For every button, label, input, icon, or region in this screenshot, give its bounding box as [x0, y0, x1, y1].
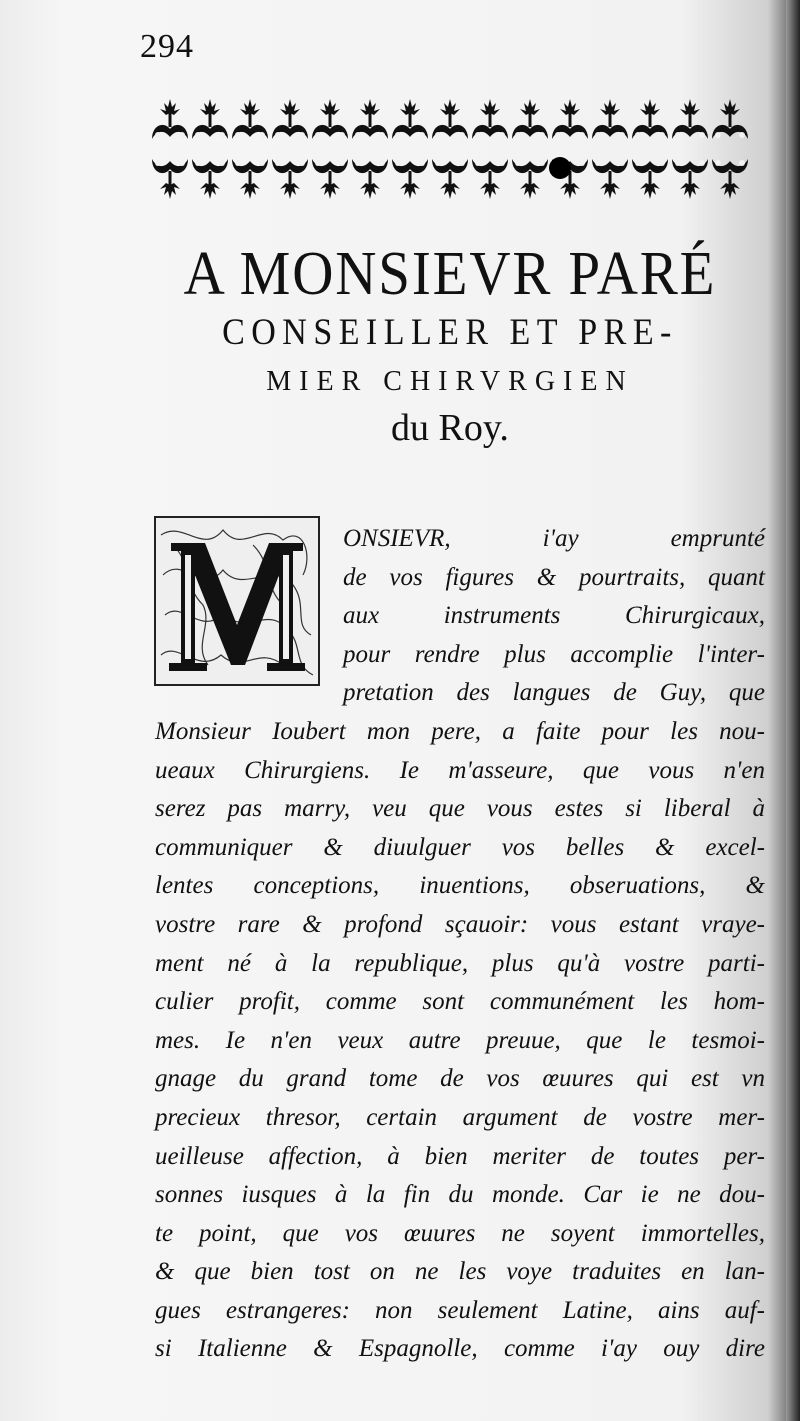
body-line: vostre rare & profond sçauoir: vous estant vraye-	[155, 910, 765, 938]
body-line: de vos figures & pourtraits, quant	[343, 563, 765, 591]
body-line: Monsieur Ioubert mon pere, a faite pour les nou-	[155, 717, 765, 745]
body-line: ueaux Chirurgiens. Ie m'asseure, que vous n'en	[155, 756, 765, 784]
heading-line-3: MIER CHIRVRGIEN	[266, 366, 634, 397]
body-line: communiquer & diuulguer vos belles & excel-	[155, 833, 765, 861]
body-line: lentes conceptions, inuentions, obseruations, &	[155, 872, 765, 900]
body-line: & que bien tost on ne les voye traduites en lan-	[155, 1258, 765, 1286]
page-number: 294	[140, 28, 194, 65]
heading-line-2: CONSEILLER ET PRE-	[222, 312, 678, 353]
body-line: culier profit, comme sont communément les hom-	[155, 988, 765, 1016]
body-line: precieux thresor, certain argument de vostre mer-	[155, 1103, 765, 1131]
body-line: si Italienne & Espagnolle, comme i'ay ouy dire	[155, 1335, 765, 1363]
body-line: ONSIEVR, i'ay emprunté	[343, 525, 765, 552]
heading-line-4: du Roy.	[391, 407, 509, 449]
heading-line-1: A MONSIEVR PARÉ	[183, 240, 717, 308]
body-line: te point, que vos œuures ne soyent immortelles,	[155, 1219, 765, 1247]
body-line: aux instruments Chirurgicaux,	[343, 602, 765, 630]
body-line: gues estrangeres: non seulement Latine, ains auf-	[155, 1296, 765, 1324]
body-line: ment né à la republique, plus qu'à vostre parti-	[155, 949, 765, 977]
page-gutter-edge	[786, 0, 800, 1421]
body-line: serez pas marry, veu que vous estes si liberal à	[155, 795, 765, 823]
body-line: ueilleuse affection, à bien meriter de toutes per-	[155, 1142, 765, 1170]
fleuron-ornament-band	[150, 95, 750, 217]
body-line: sonnes iusques à la fin du monde. Car ie ne dou-	[155, 1181, 765, 1209]
body-line: pour rendre plus accomplie l'inter-	[343, 640, 765, 668]
body-line: mes. Ie n'en veux autre preuue, que le tesmoi-	[155, 1026, 765, 1054]
dedication-heading	[140, 240, 760, 452]
dedication-body	[155, 520, 765, 1369]
body-line: gnage du grand tome de vos œuures qui est vn	[155, 1065, 765, 1093]
body-line: pretation des langues de Guy, que	[343, 679, 765, 707]
